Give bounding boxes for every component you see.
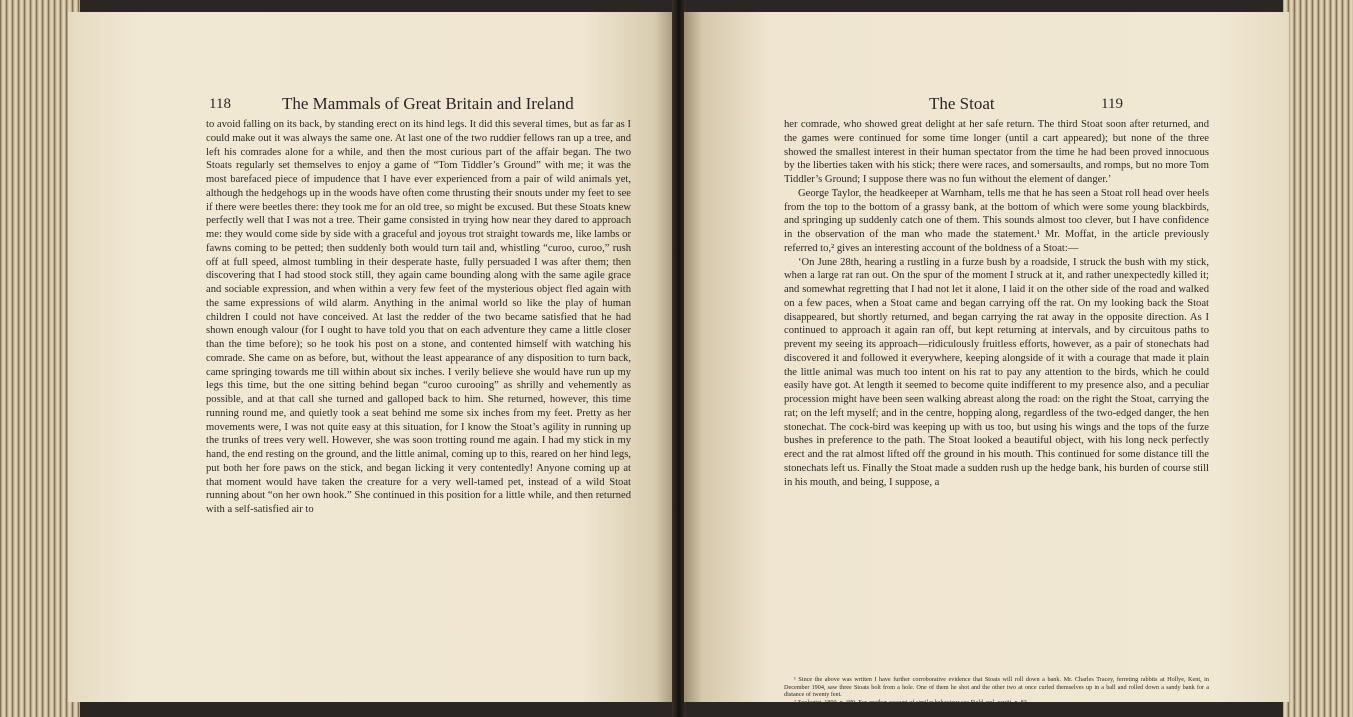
right-page: [684, 12, 1289, 706]
left-page: [68, 12, 673, 702]
running-title: The Stoat: [929, 94, 995, 113]
footnotes: [784, 676, 1209, 706]
footnote: ¹ Since the above was written I have further corroborative evidence that Stoats will roll down a bank. Mr. Charles Tracey, ferreting rabbits at Hollye, Kent, in December 1904, saw three Stoats bolt from a hole. One of them he shot and the other two at once curled themselves up in a ball and rolled down a sandy bank for a distance of twenty feet.: [784, 676, 1209, 699]
paragraph: ‘On June 28th, hearing a rustling in a furze bush by a roadside, I struck the bush with my stick, when a large rat ran out. On the spur of the moment I struck at it, and rather unexpectedly killed it; and somewhat regretting that I had not let it alone, I laid it on the other side of the road and walked on a few paces, when a Stoat came and began carrying off the rat. On my looking back the Stoat disappeared, but shortly returned, and began carrying the rat away in the opposite direction. As I continued to approach it again ran off, but kept returning at intervals, and by circuitous paths to prevent my seeing its approach—ridiculously fruitless efforts, however, as a pair of stonechats had discovered it and followed it everywhere, keeping alongside of it with a courage that made it plain the little animal was much too intent on his rat to pay any attention to the birds, which he could easily have got. At length it seemed to become quite indifferent to my presence also, and a peculiar procession might have been seen walking abreast along the road: on the right the Stoat, carrying the rat; on the left myself; and in the centre, hopping along, regardless of the two-edged danger, the hen stonechat. The cock-bird was keeping up with us too, but using his wings and the tops of the furze bushes in preference to the path. The Stoat looked a beautiful object, with his long neck perfectly erect and the rat almost lifted off the ground in his mouth. This continued for some distance till the stonechats left us. Finally the Stoat made a sudden rush up the hedge bank, his burden of course still in his mouth, and being, I suppose, a: [784, 256, 1209, 488]
paragraph: her comrade, who showed great delight at her safe return. The third Stoat soon after returned, and the games were continued for some time longer (until a cart appeared); but none of the three showed the smallest interest in their human spectator from the time he had been proved innocuous by the liberties taken with his stick; there were races, and somersaults, and romps, but no more Tom Tiddler’s Ground; I suppose there was no fun without the element of danger.’: [784, 119, 1209, 185]
footnote: ² Zoologist, 1890, p. 380. For another account of similar behaviour see Field, vol. xcviii. p. 83.: [794, 698, 1029, 706]
running-title: The Mammals of Great Britain and Ireland: [282, 94, 574, 113]
page-number: 118: [209, 96, 231, 112]
page-number: 119: [1101, 96, 1123, 112]
paragraph: to avoid falling on its back, by standing erect on its hind legs. It did this several times, but as far as I could make out it was always the same one. At last one of the two ruddier fellows ran up a tree, and left his comrades alone for a while, and then the most curious part of the affair began. The two Stoats regularly set themselves to enjoy a game of “Tom Tiddler’s Ground” with me; it was the most barefaced piece of impudence that I have ever experienced from a pair of wild animals yet, although the hedgehogs up in the woods have often come thrusting their snouts under my feet to see if there were beetles there: they took me for an old tree, so might be excused. But these Stoats knew perfectly well that I was not a tree. Their game consisted in trying how near they dared to approach me: they would come side by side with a graceful and joyous trot straight towards me, like lambs or fawns coming to be petted; then suddenly both would turn tail and, whistling “curoo, curoo,” rush off at full speed, almost tumbling in their desperate haste, fully persuaded I was after them; then discovering that I had stood stock still, they again came bounding along with the same agile grace and sociable expression, and when within a very few feet of the mysterious object fled again with the same expressions of wild alarm. Anything in the animal world so like the play of human children I could not have conceived. At last the redder of the two became satisfied that he had shown enough valour (for I ought to have told you that on each adventure they came a little closer than the time before); so he took his post on a stone, and contented himself with watching his comrade. She came on as before, but, without the least appearance of any disposition to turn back, came springing towards me till within about six inches. I verily believe she would have run up my legs this time, but the one sitting behind began “curoo curooing” as shrilly and vehemently as possible, and at that call she turned and galloped back to him. She returned, however, this time running round me, and quietly took a seat behind me some six inches from my feet. Pretty as her movements were, I was not quite easy at this situation, for I know the Stoat’s agility in running up the trunks of trees very well. However, she was soon trotting round me again. I had my stick in my hand, the end resting on the ground, and the little animal, coming up to this, reared on her hind legs, put both her fore paws on the stick, and began licking it very contentedly! Anyone coming up at that moment would have taken the creature for a very well-tamed pet, instead of a wild Stoat running about “on her own hook.” She continued in this position for a little while, and then returned with a self-satisfied air to: [206, 119, 631, 515]
paragraph: George Taylor, the headkeeper at Warnham, tells me that he has seen a Stoat roll head over heels from the top to the bottom of a grassy bank, at the bottom of which were some young blackbirds, and springing up suddenly catch one of them. This sounds almost too clever, but I have confidence in the observation of the man who made the statement.¹ Mr. Moffat, in the article previously referred to,² gives an interesting account of the boldness of a Stoat:—: [784, 187, 1209, 254]
page-edges-right: [1283, 0, 1353, 717]
left-page-body: [206, 118, 631, 517]
right-page-body: [784, 118, 1209, 489]
